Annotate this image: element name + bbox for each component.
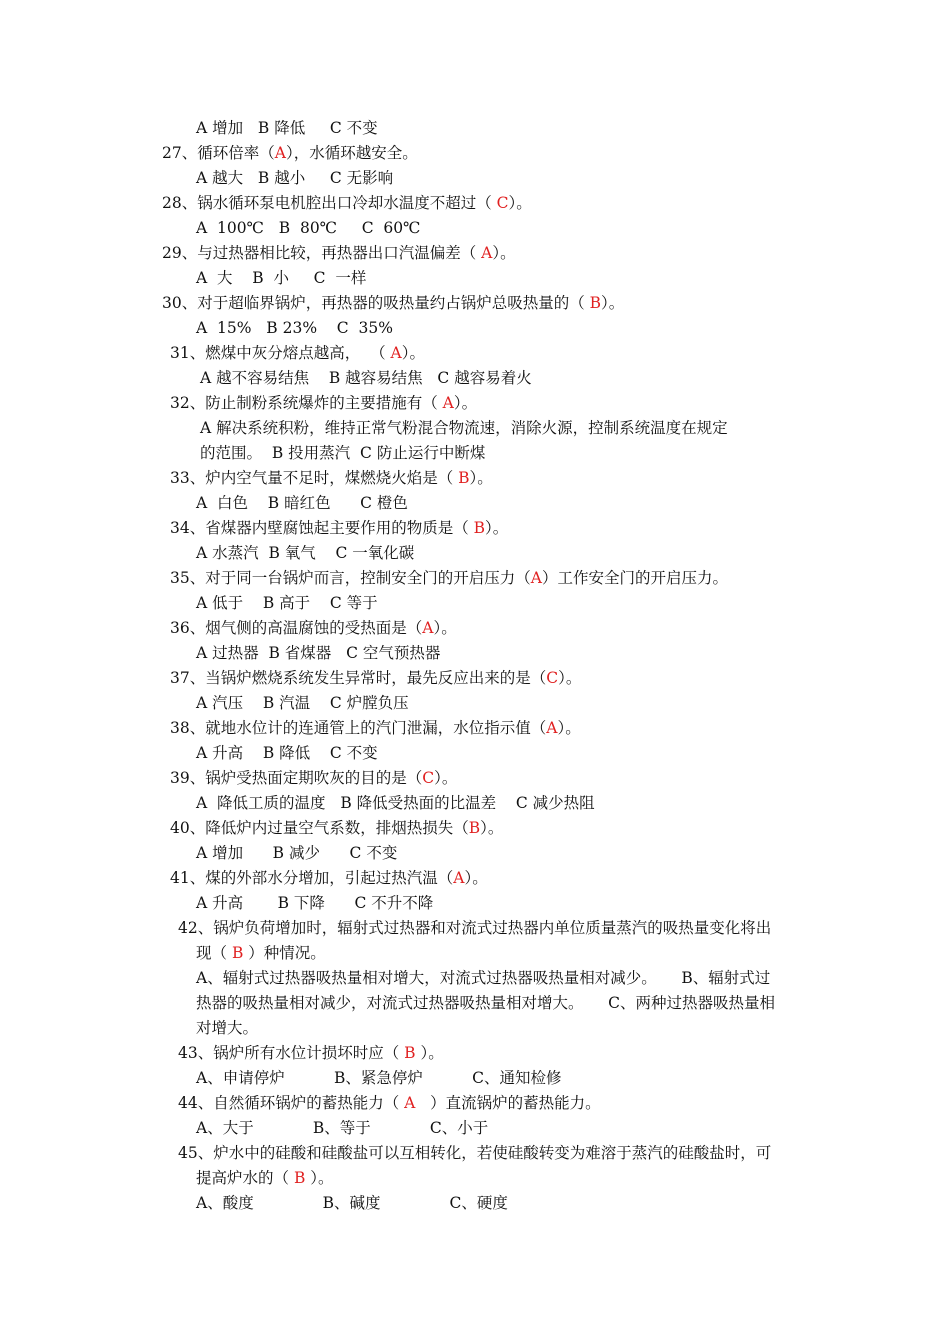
q44-options: A、大于 B、等于 C、小于 (196, 1119, 489, 1137)
q28-options: A 100℃ B 80℃ C 60℃ (196, 219, 421, 237)
q39-question: 39、锅炉受热面定期吹灰的目的是（C）。 (170, 769, 458, 787)
q45-question-line2: 提高炉水的（ B ）。 (196, 1169, 334, 1187)
q41-answer: A (453, 869, 465, 887)
q39-answer: C (422, 769, 435, 787)
q33-options: A 白色 B 暗红色 C 橙色 (196, 494, 408, 512)
q31-options: A 越不容易结焦 B 越容易结焦 C 越容易着火 (200, 369, 532, 387)
q31-question: 31、燃煤中灰分熔点越高， （ A）。 (170, 344, 425, 362)
q27-question: 27、循环倍率（A），水循环越安全。 (162, 144, 418, 162)
q36-options: A 过热器 B 省煤器 C 空气预热器 (196, 644, 441, 662)
q27-answer: A (274, 144, 286, 162)
q31-answer: A (390, 344, 402, 362)
q32-options-line2: 的范围。 B 投用蒸汽 C 防止运行中断煤 (200, 444, 486, 462)
q41-options: A 升高 B 下降 C 不升不降 (196, 894, 434, 912)
q40-answer: B (468, 819, 481, 837)
q44-answer: A (404, 1094, 416, 1112)
q45-answer: B (293, 1169, 306, 1187)
q45-question-line1: 45、炉水中的硅酸和硅酸盐可以互相转化，若使硅酸转变为难溶于蒸汽的硅酸盐时，可 (178, 1144, 772, 1162)
q37-answer: C (546, 669, 559, 687)
q38-question: 38、就地水位计的连通管上的汽门泄漏，水位指示值（A）。 (170, 719, 581, 737)
q43-answer: B (404, 1044, 416, 1062)
q34-question: 34、省煤器内壁腐蚀起主要作用的物质是（ B）。 (170, 519, 509, 537)
q34-options: A 水蒸汽 B 氧气 C 一氧化碳 (196, 544, 415, 562)
q42-options-line1: A、辐射式过热器吸热量相对增大，对流式过热器吸热量相对减少。 B、辐射式过 (196, 969, 771, 987)
q38-answer: A (546, 719, 558, 737)
q30-options: A 15% B 23% C 35% (196, 319, 393, 337)
q35-answer: A (530, 569, 542, 587)
q26-options: A 增加 B 降低 C 不变 (196, 119, 378, 137)
q27-options: A 越大 B 越小 C 无影响 (196, 169, 394, 187)
q36-question: 36、烟气侧的高温腐蚀的受热面是（A）。 (170, 619, 457, 637)
q34-answer: B (473, 519, 486, 537)
q41-question: 41、煤的外部水分增加，引起过热汽温（A）。 (170, 869, 488, 887)
q37-options: A 汽压 B 汽温 C 炉膛负压 (196, 694, 409, 712)
q32-question: 32、防止制粉系统爆炸的主要措施有（ A）。 (170, 394, 478, 412)
q36-answer: A (422, 619, 434, 637)
q43-options: A、申请停炉 B、紧急停炉 C、通知检修 (196, 1069, 562, 1087)
q29-options: A 大 B 小 C 一样 (196, 269, 367, 287)
q40-options: A 增加 B 减少 C 不变 (196, 844, 398, 862)
q44-question: 44、自然循环锅炉的蓄热能力（ A ）直流锅炉的蓄热能力。 (178, 1094, 601, 1112)
q42-question-line2: 现（ B ）种情况。 (196, 944, 326, 962)
q42-answer: B (231, 944, 244, 962)
q42-question-line1: 42、锅炉负荷增加时，辐射式过热器和对流式过热器内单位质量蒸汽的吸热量变化将出 (178, 919, 772, 937)
q35-options: A 低于 B 高于 C 等于 (196, 594, 378, 612)
q37-question: 37、当锅炉燃烧系统发生异常时，最先反应出来的是（C）。 (170, 669, 582, 687)
q33-question: 33、炉内空气量不足时，煤燃烧火焰是（ B）。 (170, 469, 493, 487)
q43-question: 43、锅炉所有水位计损坏时应（ B ）。 (178, 1044, 444, 1062)
q42-options-line3: 对增大。 (196, 1019, 259, 1037)
q39-options: A 降低工质的温度 B 降低受热面的比温差 C 减少热阻 (196, 794, 595, 812)
q42-options-line2: 热器的吸热量相对减少，对流式过热器吸热量相对增大。 C、两种过热器吸热量相 (196, 994, 775, 1012)
q32-options-line1: A 解决系统积粉，维持正常气粉混合物流速，消除火源，控制系统温度在规定 (200, 419, 728, 437)
q45-options: A、酸度 B、碱度 C、硬度 (196, 1194, 508, 1212)
q28-answer: C (496, 194, 509, 212)
q30-question: 30、对于超临界锅炉，再热器的吸热量约占锅炉总吸热量的（ B）。 (162, 294, 625, 312)
q38-options: A 升高 B 降低 C 不变 (196, 744, 378, 762)
q35-question: 35、对于同一台锅炉而言，控制安全门的开启压力（A）工作安全门的开启压力。 (170, 569, 728, 587)
q32-answer: A (442, 394, 454, 412)
q29-answer: A (481, 244, 493, 262)
q28-question: 28、锅水循环泵电机腔出口冷却水温度不超过（ C）。 (162, 194, 532, 212)
q33-answer: B (458, 469, 470, 487)
q40-question: 40、降低炉内过量空气系数，排烟热损失（B）。 (170, 819, 504, 837)
q30-answer: B (589, 294, 602, 312)
q29-question: 29、与过热器相比较，再热器出口汽温偏差（ A）。 (162, 244, 516, 262)
